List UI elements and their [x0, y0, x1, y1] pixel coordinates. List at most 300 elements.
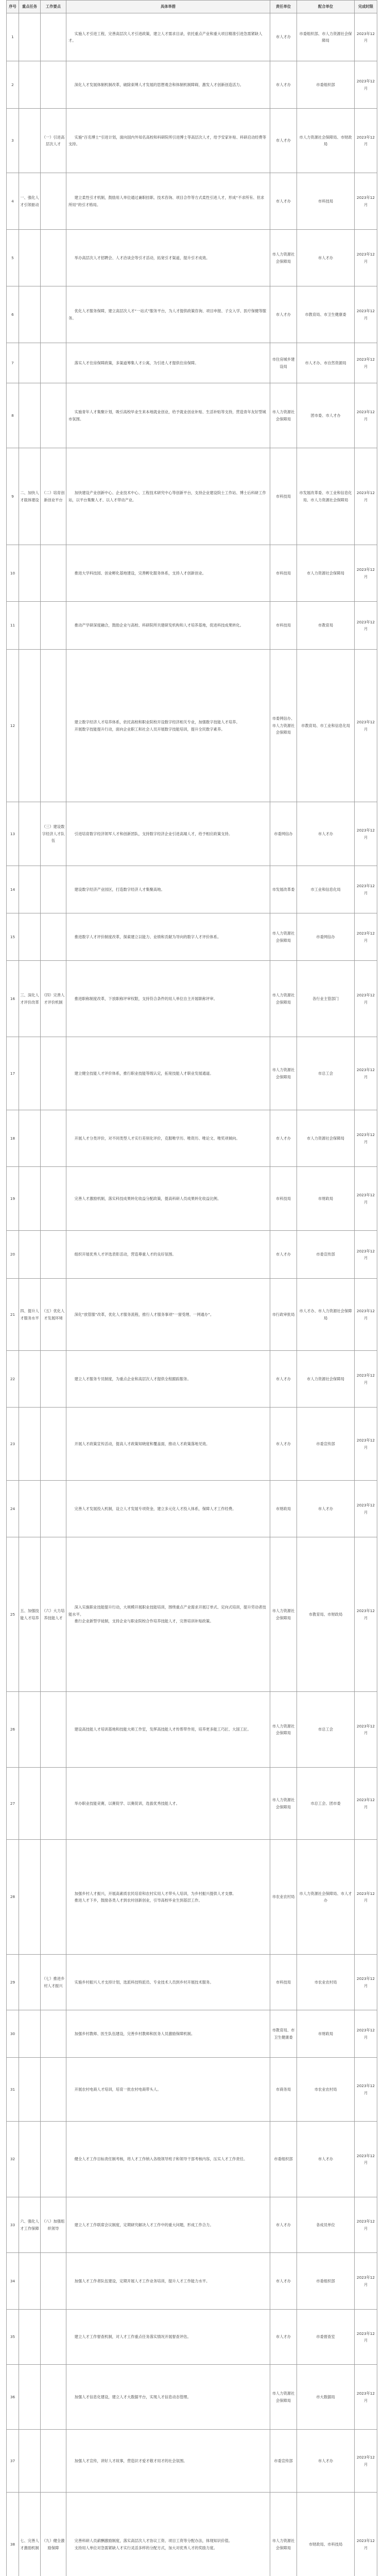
measures-cell	[66, 1231, 270, 1279]
deadline: 2023年12月	[355, 802, 377, 866]
row-number: 22	[7, 1351, 19, 1408]
cooperating-unit: 市人才办	[297, 2430, 355, 2493]
key-task	[19, 2310, 41, 2365]
measure-paragraph: 实施乡村振兴人才支持计划，选派科技特派员、专业技术人员到乡村开展技术服务。	[74, 1979, 214, 1985]
work-point	[41, 1351, 66, 1408]
header-cell: 配合单位	[297, 1, 355, 13]
cooperating-unit: 市财政局	[297, 1167, 355, 1231]
table-row	[7, 2253, 377, 2310]
table-row	[7, 1840, 377, 1955]
lead-unit: 市科技局	[270, 602, 297, 650]
measure-paragraph: 举办职业技能竞赛，以赛促学、以赛促训，选拔优秀技能人才。	[74, 1801, 180, 1806]
measures-cell	[66, 2010, 270, 2058]
cooperating-unit: 市教育局、市工业和信息化局	[297, 650, 355, 802]
key-task	[19, 1167, 41, 1231]
lead-unit: 市人才办	[270, 1110, 297, 1167]
table-row	[7, 802, 377, 866]
row-number: 8	[7, 383, 19, 448]
measure-paragraph: 推进大学科技园、创业孵化基地建设，完善孵化服务体系，支持人才创新创业。	[74, 570, 206, 575]
table-row	[7, 343, 377, 383]
key-task: 七、完善人才激励机制	[19, 2493, 41, 2576]
deadline: 2023年12月	[355, 1955, 377, 2010]
cooperating-unit: 市总工会	[297, 1692, 355, 1768]
key-task	[19, 13, 41, 61]
work-point	[41, 1231, 66, 1279]
lead-unit: 市人力资源社会保障局	[270, 913, 297, 961]
table-row	[7, 383, 377, 448]
cooperating-unit: 市人力资源社会保障局、市人才办	[297, 1840, 355, 1955]
cooperating-unit: 各行业主管部门	[297, 961, 355, 1037]
cooperating-unit: 市人力资源社会保障局	[297, 1351, 355, 1408]
measure-paragraph: 建立数字经济人才培养体系，依托高校和职业院校开设数字经济相关专业，加强数字技能人才培养。	[74, 720, 240, 724]
table-row	[7, 1167, 377, 1231]
measures-cell	[66, 173, 270, 230]
cooperating-unit: 市人才办	[297, 2122, 355, 2197]
cooperating-unit: 市总工会	[297, 1037, 355, 1110]
work-point	[41, 1167, 66, 1231]
measure-paragraph: 建立人才服务专员制度，为重点企业和高层次人才提供全程跟踪服务。	[74, 1376, 191, 1381]
measure-paragraph: 建立柔性引才机制，鼓励用人单位通过兼职挂职、技术咨询、项目合作等方式柔性引进人才，形成“不求所有、但求所用”的引才格局。	[68, 195, 265, 207]
key-task	[19, 286, 41, 343]
measures-cell	[66, 802, 270, 866]
measure-paragraph: 完善人才激励机制，落实科技成果转化收益分配政策，提高科研人员成果转化收益比例。	[74, 1196, 221, 1201]
cooperating-unit: 市财政局	[297, 2010, 355, 2058]
lead-unit: 市财政局	[270, 1481, 297, 1537]
lead-unit: 市科技局	[270, 448, 297, 545]
work-point	[41, 173, 66, 230]
key-task: 五、加强技能人才培养	[19, 1537, 41, 1692]
measures-cell	[66, 1037, 270, 1110]
row-number: 20	[7, 1231, 19, 1279]
cooperating-unit: 市人才办、市人力资源社会保障局	[297, 1279, 355, 1351]
measure-paragraph: 引进培育数字经济领军人才和创新团队，支持数字经济企业引进高端人才，给予相应政策支持。	[74, 831, 233, 836]
measure-paragraph: 组织开展优秀人才评选表彰活动，营造尊重人才的良好氛围。	[74, 1252, 176, 1257]
key-task	[19, 383, 41, 448]
row-number: 11	[7, 602, 19, 650]
work-point: （九）健全激励保障	[41, 2493, 66, 2576]
table-row	[7, 1537, 377, 1692]
row-number: 34	[7, 2253, 19, 2310]
table-row	[7, 230, 377, 286]
table-row	[7, 650, 377, 802]
table-row	[7, 1231, 377, 1279]
lead-unit: 市科技局	[270, 545, 297, 602]
measures-cell	[66, 383, 270, 448]
cooperating-unit: 市人才办	[297, 1481, 355, 1537]
lead-unit: 市委网信办	[270, 802, 297, 866]
row-number: 1	[7, 13, 19, 61]
key-task	[19, 1408, 41, 1481]
measures-cell	[66, 2122, 270, 2197]
work-point: （六）大力培养技能人才	[41, 1537, 66, 1692]
header-cell: 重点任务	[19, 1, 41, 13]
lead-unit: 市人才办	[270, 109, 297, 173]
table-row	[7, 545, 377, 602]
lead-unit: 市科技局	[270, 1167, 297, 1231]
measures-cell	[66, 866, 270, 913]
measure-paragraph: 加强乡村教师、医生队伍建设，完善乡村教师和医务人员激励保障机制。	[74, 2031, 195, 2036]
measures-cell	[66, 2493, 270, 2576]
measure-paragraph: 加快建设产业创新中心、企业技术中心、工程技术研究中心等创新平台，支持企业建设院士工作站、博士后科研工作站，以平台集聚人才、以人才带动产业。	[68, 490, 266, 502]
measures-cell	[66, 2430, 270, 2493]
cooperating-unit: 市人才办、市自然资源局	[297, 343, 355, 383]
measure-paragraph: 建设高技能人才培训基地和技能大师工作室，发挥高技能人才传帮带作用，培养更多能工巧匠、大国工匠。	[74, 1727, 251, 1732]
measures-cell	[66, 109, 270, 173]
cooperating-unit: 市大数据局	[297, 2365, 355, 2430]
deadline: 2023年12月	[355, 1408, 377, 1481]
table-row	[7, 866, 377, 913]
lead-unit: 市发展改革委	[270, 866, 297, 913]
deadline: 2023年12月	[355, 2197, 377, 2253]
cooperating-unit: 市委网信办	[297, 913, 355, 961]
deadline: 2023年12月	[355, 1279, 377, 1351]
measure-paragraph: 推动产学研深度融合，鼓励企业与高校、科研院所共建研发机构和人才培养基地，促进科技成果转化。	[74, 623, 244, 628]
row-number: 26	[7, 1692, 19, 1768]
table-row	[7, 1692, 377, 1768]
key-task	[19, 1037, 41, 1110]
row-number: 38	[7, 2493, 19, 2576]
table-row	[7, 913, 377, 961]
work-point	[41, 602, 66, 650]
cooperating-unit: 市农业农村局	[297, 2058, 355, 2122]
deadline: 2023年12月	[355, 866, 377, 913]
row-number: 19	[7, 1167, 19, 1231]
lead-unit: 市人力资源社会保障局	[270, 1537, 297, 1692]
table-row	[7, 13, 377, 61]
cooperating-unit: 市总工会、团市委	[297, 1768, 355, 1840]
measures-cell	[66, 1955, 270, 2010]
lead-unit: 市人才办	[270, 2310, 297, 2365]
cooperating-unit: 市教育局、市卫生健康委	[297, 286, 355, 343]
lead-unit: 市科技局	[270, 1955, 297, 2010]
measure-paragraph: 建立人才工作督查机制，对人才工作重点任务落实情况开展督查评估。	[74, 2334, 191, 2340]
key-task	[19, 1110, 41, 1167]
row-number: 9	[7, 448, 19, 545]
work-point: （八）加强组织领导	[41, 2197, 66, 2253]
measure-paragraph: 建立人才工作联席会议制度，定期研究解决人才工作中的重大问题，形成工作合力。	[74, 2222, 214, 2227]
row-number: 24	[7, 1481, 19, 1537]
work-point: （二）培育创新创业平台	[41, 448, 66, 545]
row-number: 31	[7, 2058, 19, 2122]
lead-unit: 市人力资源社会保障局	[270, 1768, 297, 1840]
measures-cell	[66, 1768, 270, 1840]
table-row	[7, 1481, 377, 1537]
cooperating-unit: 市委组织部、市人力资源社会保障局	[297, 13, 355, 61]
measures-cell	[66, 545, 270, 602]
deadline: 2023年12月	[355, 13, 377, 61]
key-task	[19, 602, 41, 650]
work-point: （三）建设数字经济人才队伍	[41, 802, 66, 866]
measures-cell	[66, 1279, 270, 1351]
work-point	[41, 1692, 66, 1768]
deadline: 2023年12月	[355, 1692, 377, 1768]
key-task: 四、提升人才服务水平	[19, 1279, 41, 1351]
row-number: 30	[7, 2010, 19, 2058]
table-header-row	[7, 1, 377, 13]
deadline: 2023年12月	[355, 2430, 377, 2493]
measures-cell	[66, 1537, 270, 1692]
measure-paragraph: 推行企业新型学徒制，支持企业与职业院校合作培养技能人才，完善培训补贴政策。	[74, 1619, 214, 1624]
measures-cell	[66, 961, 270, 1037]
deadline: 2023年12月	[355, 2310, 377, 2365]
deadline: 2023年12月	[355, 1231, 377, 1279]
table-row	[7, 1037, 377, 1110]
deadline: 2023年12月	[355, 1481, 377, 1537]
measures-cell	[66, 1110, 270, 1167]
cooperating-unit: 团市委、市人才办	[297, 383, 355, 448]
cooperating-unit: 市科技局	[297, 173, 355, 230]
work-point: （四）完善人才评价机制	[41, 961, 66, 1037]
measures-cell	[66, 448, 270, 545]
table-row	[7, 961, 377, 1037]
work-point	[41, 913, 66, 961]
lead-unit: 市商务局	[270, 2058, 297, 2122]
key-task	[19, 2010, 41, 2058]
cooperating-unit: 市财政局、市科技局	[297, 2493, 355, 2576]
table-row	[7, 602, 377, 650]
lead-unit: 市人才办	[270, 13, 297, 61]
lead-unit: 市人才办	[270, 286, 297, 343]
key-task	[19, 230, 41, 286]
row-number: 5	[7, 230, 19, 286]
row-number: 18	[7, 1110, 19, 1167]
measure-paragraph: 开展人才政策宣传活动，提高人才政策知晓度和覆盖面，推动人才政策落地见效。	[74, 1441, 210, 1446]
key-task	[19, 1231, 41, 1279]
measures-cell	[66, 602, 270, 650]
deadline: 2023年12月	[355, 61, 377, 109]
work-point	[41, 2310, 66, 2365]
key-task	[19, 1692, 41, 1768]
table-row	[7, 448, 377, 545]
table-row	[7, 173, 377, 230]
measure-paragraph: 开展人才分类评价，对不同类型人才实行差别化评价，克服唯学历、唯资历、唯论文、唯奖项倾向。	[74, 1136, 240, 1141]
table-row	[7, 1110, 377, 1167]
table-row	[7, 61, 377, 109]
work-point: （一）引进高层次人才	[41, 109, 66, 173]
deadline: 2023年12月	[355, 2058, 377, 2122]
row-number: 37	[7, 2430, 19, 2493]
lead-unit: 市人才办	[270, 61, 297, 109]
lead-unit: 市人才办	[270, 173, 297, 230]
work-point	[41, 286, 66, 343]
measure-paragraph: 落实人才住房保障政策，多渠道筹集人才公寓，为引进人才提供住房保障。	[74, 360, 199, 365]
table-row	[7, 1279, 377, 1351]
measures-cell	[66, 1840, 270, 1955]
key-task	[19, 1481, 41, 1537]
deadline: 2023年12月	[355, 1167, 377, 1231]
measures-cell	[66, 2365, 270, 2430]
lead-unit: 市人才办	[270, 1351, 297, 1408]
table-row	[7, 286, 377, 343]
lead-unit: 市教育局、市卫生健康委	[270, 2010, 297, 2058]
measure-paragraph: 优化人才服务保障，建立高层次人才“一站式”服务平台，为人才提供政策咨询、项目申报、子女入学、医疗保健等服务。	[68, 309, 267, 320]
key-task: 二、加快人才载体建设	[19, 448, 41, 545]
measures-cell	[66, 1481, 270, 1537]
deadline: 2023年12月	[355, 961, 377, 1037]
row-number: 25	[7, 1537, 19, 1692]
lead-unit: 市人才办	[270, 1231, 297, 1279]
key-task: 六、强化人才工作保障	[19, 2197, 41, 2253]
work-point	[41, 2365, 66, 2430]
key-task	[19, 802, 41, 866]
work-point: （七）推进乡村人才振兴	[41, 1955, 66, 2010]
cooperating-unit: 市人才办	[297, 230, 355, 286]
key-task	[19, 343, 41, 383]
measures-cell	[66, 650, 270, 802]
deadline: 2023年12月	[355, 1840, 377, 1955]
lead-unit: 市人才办	[270, 1408, 297, 1481]
work-point	[41, 13, 66, 61]
measure-paragraph: 开展数字技能提升行动，面向企业职工和社会人员开展数字技能培训，提升全民数字素养。	[74, 726, 225, 732]
work-point	[41, 545, 66, 602]
row-number: 13	[7, 802, 19, 866]
measure-paragraph: 深化“放管服”改革，优化人才服务流程，推行人才服务事项“一窗受理、一网通办”。	[74, 1312, 214, 1317]
deadline: 2023年12月	[355, 1110, 377, 1167]
lead-unit: 市人力资源社会保障局	[270, 1692, 297, 1768]
key-task	[19, 1351, 41, 1408]
work-point	[41, 1768, 66, 1840]
measures-cell	[66, 230, 270, 286]
key-task	[19, 913, 41, 961]
key-task	[19, 650, 41, 802]
table-row	[7, 1768, 377, 1840]
measure-paragraph: 加强人才宣传，讲好人才故事，营造识才爱才敬才用才的社会氛围。	[74, 2458, 187, 2463]
key-task	[19, 866, 41, 913]
row-number: 16	[7, 961, 19, 1037]
row-number: 23	[7, 1408, 19, 1481]
deadline: 2023年12月	[355, 602, 377, 650]
deadline: 2023年12月	[355, 2253, 377, 2310]
table-row	[7, 1351, 377, 1408]
measures-cell	[66, 1408, 270, 1481]
lead-unit: 市人力资源社会保障局	[270, 2365, 297, 2430]
row-number: 15	[7, 913, 19, 961]
lead-unit: 市人力资源社会保障局	[270, 230, 297, 286]
deadline: 2023年12月	[355, 545, 377, 602]
table-row	[7, 2493, 377, 2576]
row-number: 14	[7, 866, 19, 913]
measure-paragraph: 加强乡村人才振兴，开展高素质农民培育和农村实用人才带头人培训，为乡村振兴提供人才支撑。	[74, 1891, 236, 1896]
measure-paragraph: 完善科研人员薪酬激励制度，落实高层次人才协议工资、项目工资等分配办法，体现知识价值。	[74, 2538, 233, 2543]
work-point	[41, 1037, 66, 1110]
work-point	[41, 61, 66, 109]
measure-paragraph: 深化人才发展体制机制改革，破除束缚人才发展的思想观念和体制机制障碍，激发人才创新创造活力。	[74, 82, 244, 87]
cooperating-unit: 市人力资源社会保障局	[297, 1110, 355, 1167]
header-cell: 责任单位	[270, 1, 297, 13]
deadline: 2023年12月	[355, 2493, 377, 2576]
cooperating-unit: 市委组织部	[297, 2253, 355, 2310]
key-task	[19, 545, 41, 602]
row-number: 3	[7, 109, 19, 173]
measure-paragraph: 举办高层次人才招聘会、人才洽谈会等引才活动，拓宽引才渠道，提升引才成效。	[74, 255, 210, 260]
measure-paragraph: 实施青年人才集聚计划，吸引高校毕业生来本地就业创业，给予就业创业补贴、生活补贴等支持，营造青年友好型城市氛围。	[68, 410, 266, 421]
cooperating-unit: 市发展改革委、市工业和信息化局、市人力资源社会保障局	[297, 448, 355, 545]
key-task	[19, 1768, 41, 1840]
row-number: 33	[7, 2197, 19, 2253]
row-number: 35	[7, 2310, 19, 2365]
key-task	[19, 2058, 41, 2122]
lead-unit: 市人才办	[270, 2197, 297, 2253]
row-number: 10	[7, 545, 19, 602]
table-row	[7, 2058, 377, 2122]
deadline: 2023年12月	[355, 2010, 377, 2058]
measures-cell	[66, 1351, 270, 1408]
cooperating-unit: 市委组织部	[297, 61, 355, 109]
table-row	[7, 1955, 377, 2010]
measure-paragraph: 加强人才工作者队伍建设，定期开展人才工作业务培训，提升人才工作能力水平。	[74, 2278, 210, 2283]
measures-cell	[66, 2253, 270, 2310]
header-cell: 工作要点	[41, 1, 66, 13]
deadline: 2023年12月	[355, 1768, 377, 1840]
work-point	[41, 2253, 66, 2310]
measures-cell	[66, 1167, 270, 1231]
row-number: 17	[7, 1037, 19, 1110]
lead-unit: 市住房城乡建设局	[270, 343, 297, 383]
cooperating-unit: 市委宣传部	[297, 1231, 355, 1279]
row-number: 32	[7, 2122, 19, 2197]
work-point	[41, 230, 66, 286]
measure-paragraph: 建设数字经济产业园区，打造数字经济人才集聚高地。	[74, 887, 165, 892]
measures-cell	[66, 2310, 270, 2365]
measures-cell	[66, 343, 270, 383]
lead-unit: 市人力资源社会保障局	[270, 1037, 297, 1110]
key-task	[19, 109, 41, 173]
measure-paragraph: 推进数字人才评价制度改革，探索建立以能力、业绩和贡献为导向的数字人才评价体系。	[74, 934, 221, 939]
measure-paragraph: 加强人才信息化建设，建立人才大数据平台，实现人才信息动态管理。	[74, 2394, 191, 2399]
lead-unit: 市人才办	[270, 2253, 297, 2310]
deadline: 2023年12月	[355, 173, 377, 230]
table-row	[7, 1408, 377, 1481]
deadline: 2023年12月	[355, 650, 377, 802]
cooperating-unit: 市教育局	[297, 602, 355, 650]
cooperating-unit: 市人力资源社会保障局	[297, 545, 355, 602]
measures-cell	[66, 286, 270, 343]
work-point	[41, 1840, 66, 1955]
table-row	[7, 2010, 377, 2058]
table-row	[7, 2430, 377, 2493]
measure-paragraph: 完善人才发展投入机制，设立人才发展专项资金，建立多元化人才投入体系，保障人才工作经费。	[74, 1506, 236, 1511]
deadline: 2023年12月	[355, 1351, 377, 1408]
key-task	[19, 2122, 41, 2197]
work-point: （五）优化人才发展环境	[41, 1279, 66, 1351]
measures-cell	[66, 2197, 270, 2253]
table-body	[7, 13, 377, 2576]
deadline: 2023年12月	[355, 383, 377, 448]
lead-unit: 市人力资源社会保障局	[270, 383, 297, 448]
deadline: 2023年12月	[355, 1037, 377, 1110]
deadline: 2023年12月	[355, 230, 377, 286]
table-row	[7, 2197, 377, 2253]
deadline: 2023年12月	[355, 2122, 377, 2197]
work-point	[41, 1408, 66, 1481]
measure-paragraph: 深入实施职业技能提升行动，大规模开展职业技能培训，围绕重点产业需求开展订单式、定向式培训，提升劳动者技能水平。	[68, 1605, 266, 1617]
measure-paragraph: 推进职称制度改革，下放职称评审权限，支持符合条件的用人单位自主开展职称评审。	[74, 996, 217, 1001]
cooperating-unit: 市教育局、市财政局	[297, 1537, 355, 1692]
measure-paragraph: 推进人才下乡，鼓励各类人才到农村创新创业，引导高校毕业生到基层工作。	[74, 1898, 202, 1903]
lead-unit: 市委网信办、市人力资源社会保障局	[270, 650, 297, 802]
task-table	[6, 0, 377, 2576]
measures-cell	[66, 2058, 270, 2122]
key-task	[19, 2253, 41, 2310]
cooperating-unit: 市委督查室	[297, 2310, 355, 2365]
measure-paragraph: 实施“百名博士”引进计划，面向国内外知名高校和科研院所引进博士等高层次人才，给予安家补贴、科研启动经费等支持。	[68, 134, 267, 146]
measure-paragraph: 健全人才工作目标责任制考核，将人才工作纳入各级领导班子和领导干部考核内容，压实人才工作责任。	[74, 2157, 248, 2162]
deadline: 2023年12月	[355, 2365, 377, 2430]
key-task: 一、强化人才引领驱动	[19, 173, 41, 230]
cooperating-unit: 各成员单位	[297, 2197, 355, 2253]
cooperating-unit: 市农业农村局	[297, 1955, 355, 2010]
work-point	[41, 2122, 66, 2197]
